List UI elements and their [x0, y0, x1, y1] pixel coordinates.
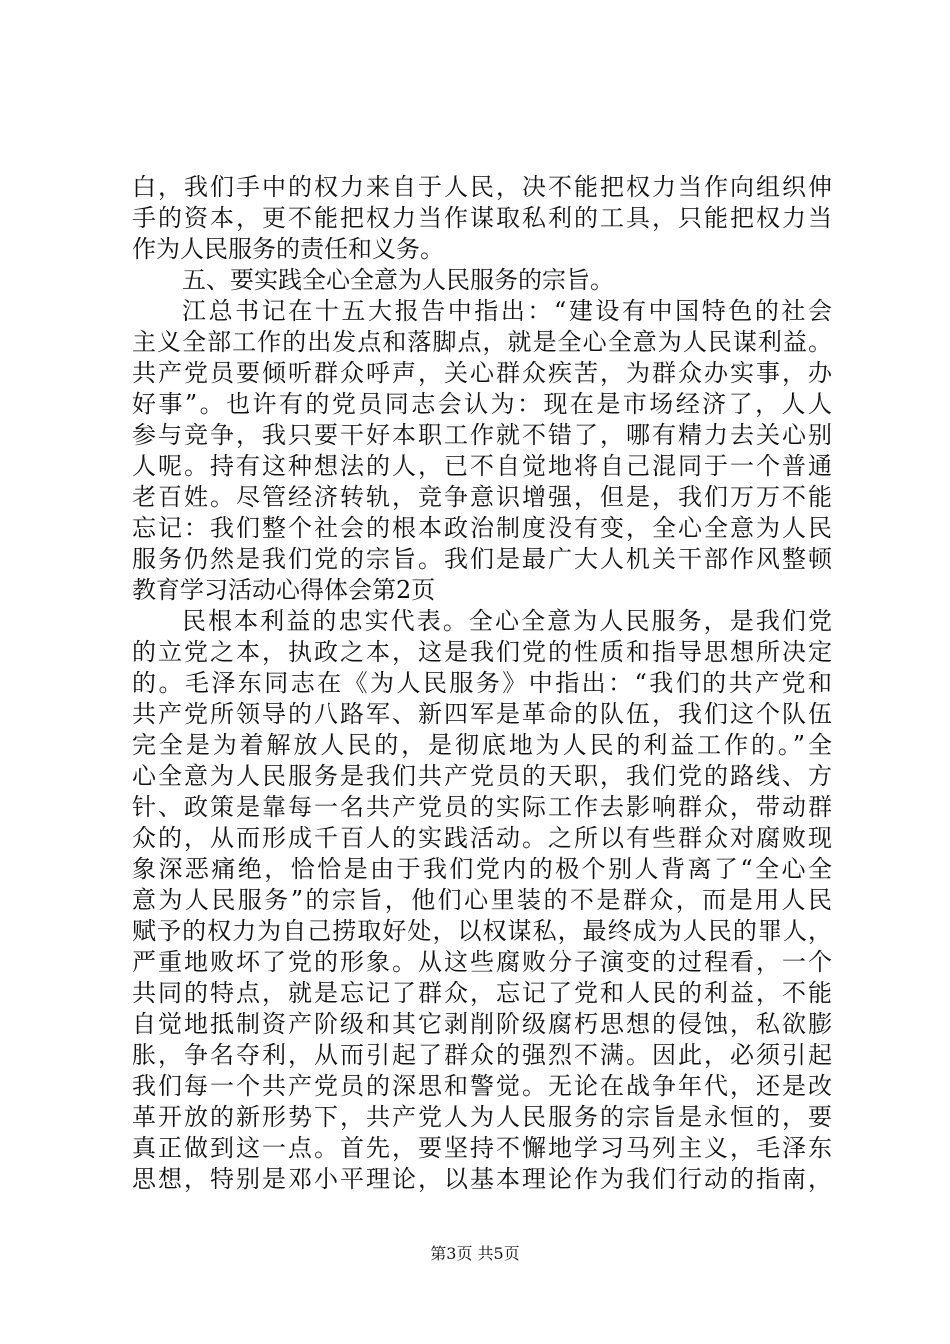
text-line: 作为人民服务的责任和义务。 [132, 235, 444, 263]
body-text [132, 172, 832, 1195]
text-line: 革开放的新形势下，共产党人为人民服务的宗旨是永恒的，要 [132, 1103, 832, 1131]
text-line: 主义全部工作的出发点和落脚点，就是全心全意为人民谋利益。 [132, 328, 832, 356]
page-number-label: 第3页 共5页 [430, 1244, 520, 1263]
text-line: 教育学习活动心得体会第2页 [132, 576, 436, 604]
text-line: 的立党之本，执政之本，这是我们党的性质和指导思想所决定 [132, 638, 832, 666]
text-line: 手的资本，更不能把权力当作谋取私利的工具，只能把权力当 [132, 204, 832, 232]
text-line: 老百姓。尽管经济转轨，竞争意识增强，但是，我们万万不能 [132, 483, 832, 511]
text-line: 好事”。也许有的党员同志会认为：现在是市场经济了，人人 [132, 390, 832, 418]
text-line: 忘记：我们整个社会的根本政治制度没有变，全心全意为人民 [132, 514, 832, 542]
text-line: 自觉地抵制资产阶级和其它剥削阶级腐朽思想的侵蚀，私欲膨 [132, 1010, 832, 1038]
text-line: 江总书记在十五大报告中指出：“建设有中国特色的社会 [182, 297, 832, 325]
text-line: 我们每一个共产党员的深思和警觉。无论在战争年代，还是改 [132, 1072, 832, 1100]
text-line: 意为人民服务”的宗旨，他们心里装的不是群众，而是用人民 [132, 886, 832, 914]
text-line: 象深恶痛绝，恰恰是由于我们党内的极个别人背离了“全心全 [132, 855, 832, 883]
text-line: 赋予的权力为自己捞取好处，以权谋私，最终成为人民的罪人， [132, 917, 832, 945]
text-line: 民根本利益的忠实代表。全心全意为人民服务，是我们党 [182, 607, 832, 635]
text-line: 参与竞争，我只要干好本职工作就不错了，哪有精力去关心别 [132, 421, 832, 449]
text-line: 胀，争名夺利，从而引起了群众的强烈不满。因此，必须引起 [132, 1041, 832, 1069]
text-line: 针、政策是靠每一名共产党员的实际工作去影响群众，带动群 [132, 793, 832, 821]
text-line: 共产党所领导的八路军、新四军是革命的队伍，我们这个队伍 [132, 700, 832, 728]
page-footer [0, 1244, 950, 1264]
text-line: 人呢。持有这种想法的人，已不自觉地将自己混同于一个普通 [132, 452, 832, 480]
text-line: 的。毛泽东同志在《为人民服务》中指出：“我们的共产党和 [132, 669, 832, 697]
text-line: 服务仍然是我们党的宗旨。我们是最广大人机关干部作风整顿 [132, 545, 832, 573]
text-line: 完全是为着解放人民的，是彻底地为人民的利益工作的。”全 [132, 731, 832, 759]
text-line: 心全意为人民服务是我们共产党员的天职，我们党的路线、方 [132, 762, 832, 790]
text-line: 严重地败坏了党的形象。从这些腐败分子演变的过程看，一个 [132, 948, 832, 976]
section-heading: 五、要实践全心全意为人民服务的宗旨。 [182, 266, 614, 294]
text-line: 思想，特别是邓小平理论，以基本理论作为我们行动的指南， [132, 1165, 832, 1193]
text-line: 白，我们手中的权力来自于人民，决不能把权力当作向组织伸 [132, 173, 832, 201]
text-line: 共同的特点，就是忘记了群众，忘记了党和人民的利益，不能 [132, 979, 832, 1007]
text-line: 众的，从而形成千百人的实践活动。之所以有些群众对腐败现 [132, 824, 832, 852]
text-line: 共产党员要倾听群众呼声，关心群众疾苦，为群众办实事，办 [132, 359, 832, 387]
text-line: 真正做到这一点。首先，要坚持不懈地学习马列主义，毛泽东 [132, 1134, 832, 1162]
